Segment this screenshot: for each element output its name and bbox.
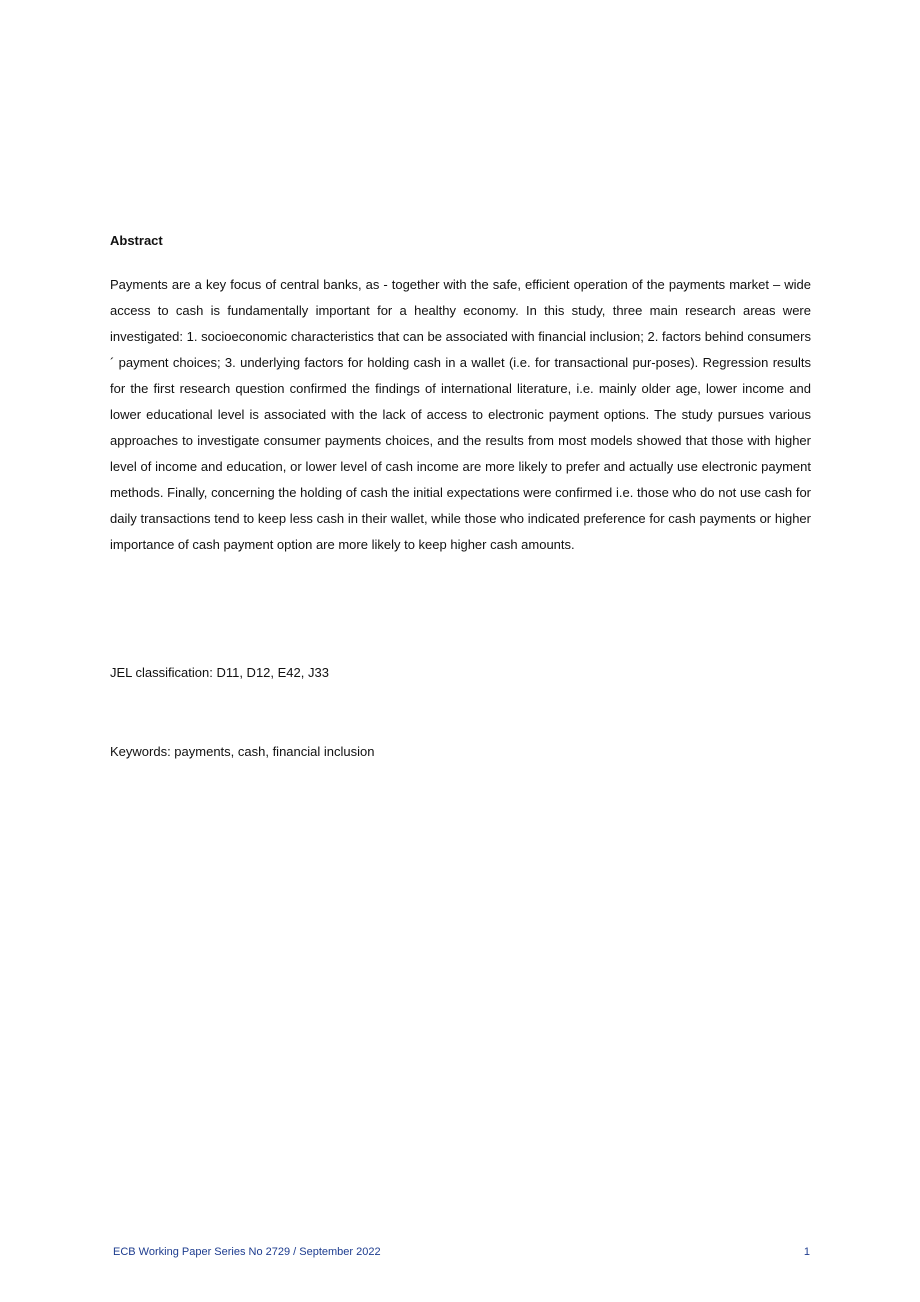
page-footer: [113, 1244, 810, 1260]
abstract-heading: Abstract: [110, 233, 163, 248]
footer-series: ECB Working Paper Series No 2729 / September 2022: [113, 1246, 381, 1258]
page-number: 1: [803, 1246, 810, 1258]
jel-classification: JEL classification: D11, D12, E42, J33: [110, 665, 329, 680]
abstract-body: Payments are a key focus of central banks, as - together with the safe, efficient operation of the payments market – wide access to cash is fundamentally important for a healthy economy. In this study, three main research areas were investigated: 1. socioeconomic characteristics that can be associated with financial inclusion; 2. factors behind consumers´ payment choices; 3. underlying factors for holding cash in a wallet (i.e. for transactional pur-poses). Regression results for the first research question confirmed the findings of international literature, i.e. mainly older age, lower income and lower educational level is associated with the lack of access to electronic payment options. The study pursues various approaches to investigate consumer payments choices, and the results from most models showed that those with higher level of income and education, or lower level of cash income are more likely to prefer and actually use electronic payment methods. Finally, concerning the holding of cash the initial expectations were confirmed i.e. those who do not use cash for daily transactions tend to keep less cash in their wallet, while those who indicated preference for cash payments or higher importance of cash payment option are more likely to keep higher cash amounts.: [110, 277, 811, 552]
keywords: Keywords: payments, cash, financial inclusion: [110, 744, 375, 759]
